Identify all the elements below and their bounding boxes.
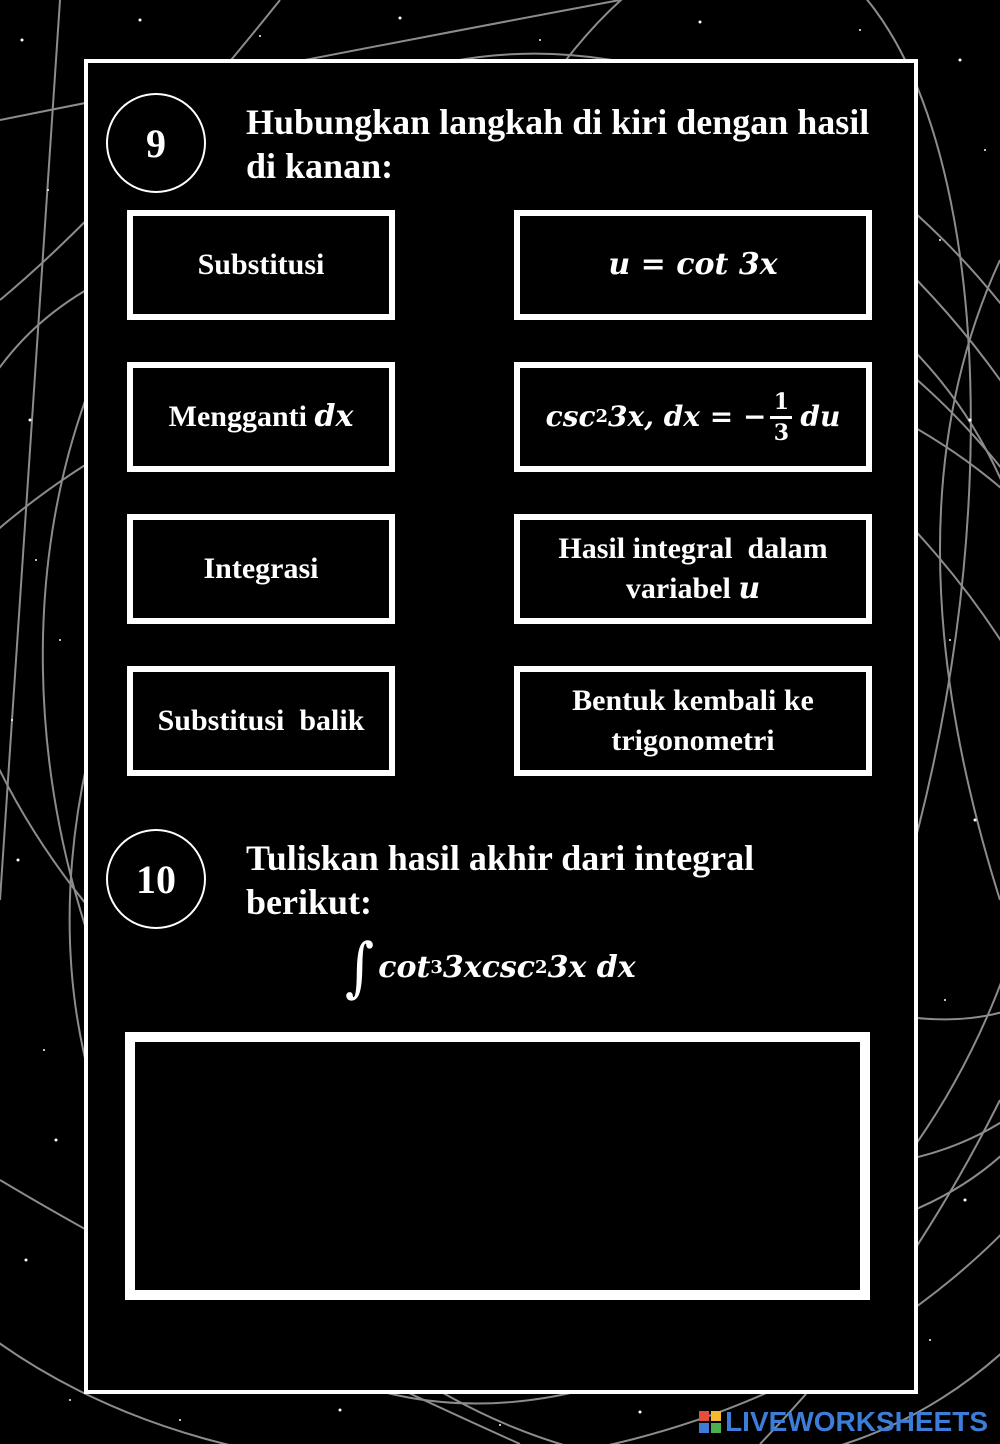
match-right-label: Bentuk kembali ke trigonometri [572, 684, 814, 757]
match-right-csc-dx-du[interactable] [514, 362, 872, 472]
question-9-number [106, 93, 206, 193]
question-10-number [106, 829, 206, 929]
match-left-label: Substitusi [197, 248, 325, 281]
match-left-label: Substitusi balik [157, 704, 365, 737]
integral-expression: ∫ cot 3 3xcsc 2 3x dx [345, 930, 636, 1005]
match-right-u-cot-3x[interactable] [514, 210, 872, 320]
match-left-substitusi[interactable] [127, 210, 395, 320]
liveworksheets-logo [699, 1406, 988, 1438]
question-9-prompt: Hubungkan langkah di kiri dengan hasil di kanan: [246, 102, 870, 186]
match-left-mengganti-dx[interactable] [127, 362, 395, 472]
match-right-label: Hasil integral dalam variabel u [558, 532, 828, 606]
question-10-prompt: Tuliskan hasil akhir dari integral berikut: [246, 838, 755, 922]
match-right-hasil-integral-u[interactable] [514, 514, 872, 624]
brand-text: LIVEWORKSHEETS [725, 1406, 988, 1437]
match-left-label: Mengganti dx [168, 399, 354, 434]
answer-input-box[interactable] [125, 1032, 870, 1300]
question-9-number-text: 9 [146, 120, 166, 166]
match-left-substitusi-balik[interactable] [127, 666, 395, 776]
question-10-number-text: 10 [136, 856, 176, 902]
match-right-bentuk-kembali[interactable] [514, 666, 872, 776]
match-left-label: Integrasi [203, 552, 319, 585]
match-right-label: csc 2 3x, dx = − $\frac{1}{3}$ du [545, 388, 841, 446]
answer-input[interactable] [135, 1042, 860, 1290]
integral-sign: ∫ [345, 930, 375, 1005]
logo-grid-icon [699, 1411, 721, 1433]
match-right-label: u = cot 3x [608, 247, 778, 282]
match-left-integrasi[interactable] [127, 514, 395, 624]
